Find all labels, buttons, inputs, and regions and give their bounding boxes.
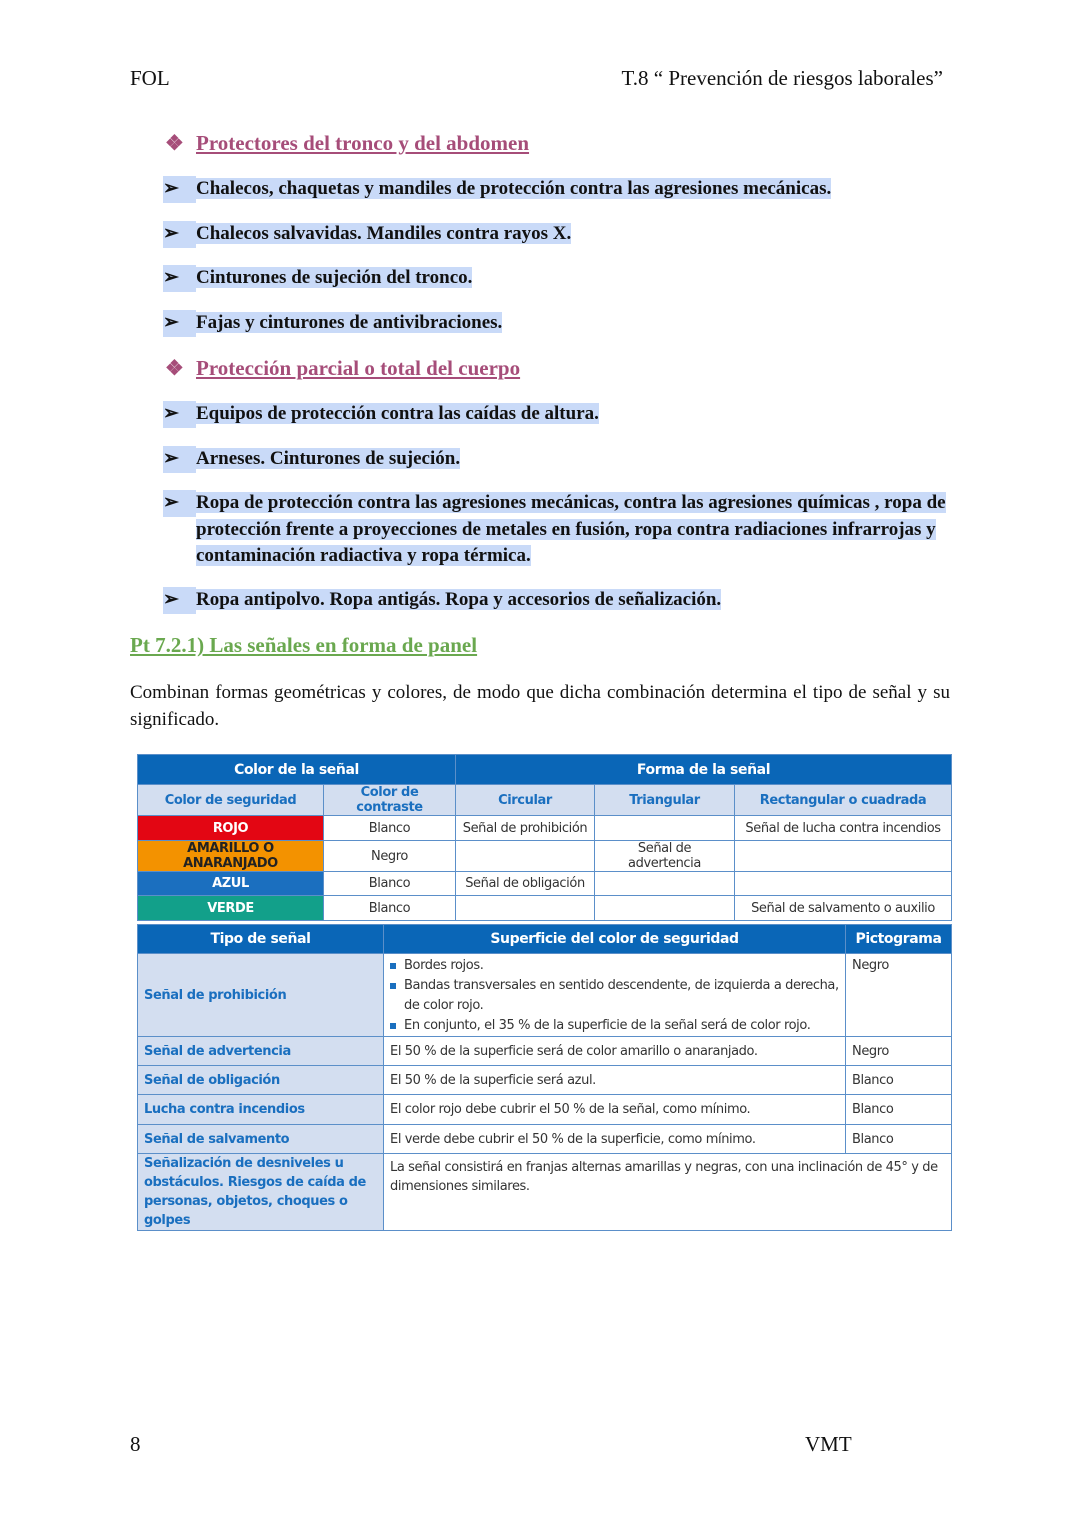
column-header: Tipo de señal	[138, 925, 384, 954]
list-item	[163, 401, 953, 428]
list-item-text: Equipos de protección contra las caídas de altura.	[196, 403, 599, 424]
arrow-bullet-icon: ➢	[163, 401, 196, 428]
rectangular-cell: Señal de salvamento o auxilio	[735, 896, 952, 921]
table-row	[138, 1154, 952, 1231]
arrow-bullet-icon: ➢	[163, 587, 196, 614]
column-header: Superficie del color de seguridad	[384, 925, 846, 954]
rectangular-cell: Señal de lucha contra incendios	[735, 816, 952, 841]
column-header: Color de seguridad	[138, 785, 324, 816]
sign-type-cell: Señal de prohibición	[138, 954, 384, 1037]
arrow-bullet-icon: ➢	[163, 265, 196, 292]
safety-color-cell: ROJO	[138, 816, 324, 841]
sign-type-table	[137, 924, 952, 1231]
sign-type-cell: Lucha contra incendios	[138, 1095, 384, 1125]
pictogram-cell: Blanco	[846, 1095, 952, 1125]
list-item	[163, 446, 953, 473]
circular-cell	[456, 841, 595, 872]
sign-type-cell: Señal de advertencia	[138, 1037, 384, 1066]
arrow-bullet-icon: ➢	[163, 221, 196, 248]
table-row	[138, 1095, 952, 1125]
table-row	[138, 816, 952, 841]
header-left: FOL	[130, 66, 170, 90]
pictogram-cell: Blanco	[846, 1125, 952, 1154]
circular-cell: Señal de prohibición	[456, 816, 595, 841]
bullet-item: En conjunto, el 35 % de la superficie de la señal será de color rojo.	[390, 1016, 839, 1036]
safety-color-cell: AMARILLO O ANARANJADO	[138, 841, 324, 872]
list-item	[163, 310, 953, 337]
section-title: Protectores del tronco y del abdomen	[196, 131, 530, 155]
surface-cell: El 50 % de la superficie será azul.	[384, 1066, 846, 1095]
list-item	[163, 490, 953, 570]
safety-color-cell: VERDE	[138, 896, 324, 921]
arrow-bullet-icon: ➢	[163, 176, 196, 203]
surface-cell: La señal consistirá en franjas alternas amarillas y negras, con una inclinación de 45° y de dimensiones similares.	[384, 1154, 952, 1231]
list-item	[163, 221, 953, 248]
table-row	[138, 954, 952, 1037]
column-header: Color de contraste	[324, 785, 456, 816]
section-title: Protección parcial o total del cuerpo	[196, 356, 521, 380]
table-row	[138, 1125, 952, 1154]
sign-type-cell: Señal de obligación	[138, 1066, 384, 1095]
arrow-bullet-icon: ➢	[163, 490, 196, 517]
triangular-cell	[595, 896, 735, 921]
list-item-text: Arneses. Cinturones de sujeción.	[196, 448, 461, 469]
rectangular-cell	[735, 872, 952, 896]
triangular-cell	[595, 816, 735, 841]
rectangular-cell	[735, 841, 952, 872]
header-right: T.8 “ Prevención de riesgos laborales”	[621, 66, 943, 90]
arrow-bullet-icon: ➢	[163, 446, 196, 473]
circular-cell	[456, 896, 595, 921]
list-item-text: Chalecos, chaquetas y mandiles de protección contra las agresiones mecánicas.	[196, 178, 832, 199]
pictogram-cell: Negro	[846, 1037, 952, 1066]
diamond-bullet-icon: ❖	[165, 131, 184, 155]
table-row	[138, 896, 952, 921]
pictogram-cell: Blanco	[846, 1066, 952, 1095]
sign-type-cell: Señalización de desniveles u obstáculos. Riesgos de caída de personas, objetos, choques o golpes	[138, 1154, 384, 1231]
column-header: Triangular	[595, 785, 735, 816]
footer-author: VMT	[805, 1432, 852, 1456]
contrast-cell: Blanco	[324, 896, 456, 921]
triangular-cell	[595, 872, 735, 896]
bullet-item: Bandas transversales en sentido descendente, de izquierda a derecha, de color rojo.	[390, 976, 839, 1016]
safety-color-cell: AZUL	[138, 872, 324, 896]
diamond-bullet-icon: ❖	[165, 356, 184, 380]
table-row	[138, 841, 952, 872]
subsection-heading: Pt 7.2.1) Las señales en forma de panel	[130, 633, 478, 657]
section-heading	[165, 131, 529, 156]
bullet-item: Bordes rojos.	[390, 956, 839, 976]
section-heading	[165, 356, 520, 381]
contrast-cell: Negro	[324, 841, 456, 872]
pictogram-cell: Negro	[846, 954, 952, 1037]
list-item-text: Chalecos salvavidas. Mandiles contra rayos X.	[196, 223, 572, 244]
contrast-cell: Blanco	[324, 872, 456, 896]
list-item	[163, 587, 953, 614]
list-item-text: Cinturones de sujeción del tronco.	[196, 267, 473, 288]
surface-cell: El verde debe cubrir el 50 % de la superficie, como mínimo.	[384, 1125, 846, 1154]
triangular-cell: Señal de advertencia	[595, 841, 735, 872]
list-item	[163, 176, 953, 203]
list-item-text: Ropa de protección contra las agresiones mecánicas, contra las agresiones químicas , ropa de protección frente a proyecciones de metales en fusión, ropa contra radiaciones infrarrojas y contaminación radiactiva y ropa térmica.	[196, 492, 946, 566]
arrow-bullet-icon: ➢	[163, 310, 196, 337]
surface-cell: El 50 % de la superficie será de color amarillo o anaranjado.	[384, 1037, 846, 1066]
page-number: 8	[130, 1432, 141, 1456]
contrast-cell: Blanco	[324, 816, 456, 841]
column-header: Circular	[456, 785, 595, 816]
color-form-table	[137, 754, 952, 921]
body-paragraph: Combinan formas geométricas y colores, de modo que dicha combinación determina el tipo de señal y su significado.	[130, 682, 950, 730]
list-item-text: Ropa antipolvo. Ropa antigás. Ropa y accesorios de señalización.	[196, 589, 722, 610]
group-header: Color de la señal	[138, 755, 456, 785]
table-row	[138, 1037, 952, 1066]
column-header: Rectangular o cuadrada	[735, 785, 952, 816]
circular-cell: Señal de obligación	[456, 872, 595, 896]
surface-cell: El color rojo debe cubrir el 50 % de la señal, como mínimo.	[384, 1095, 846, 1125]
sign-type-cell: Señal de salvamento	[138, 1125, 384, 1154]
group-header: Forma de la señal	[456, 755, 952, 785]
list-item-text: Fajas y cinturones de antivibraciones.	[196, 312, 503, 333]
list-item	[163, 265, 953, 292]
table-row	[138, 1066, 952, 1095]
table-row	[138, 872, 952, 896]
column-header: Pictograma	[846, 925, 952, 954]
